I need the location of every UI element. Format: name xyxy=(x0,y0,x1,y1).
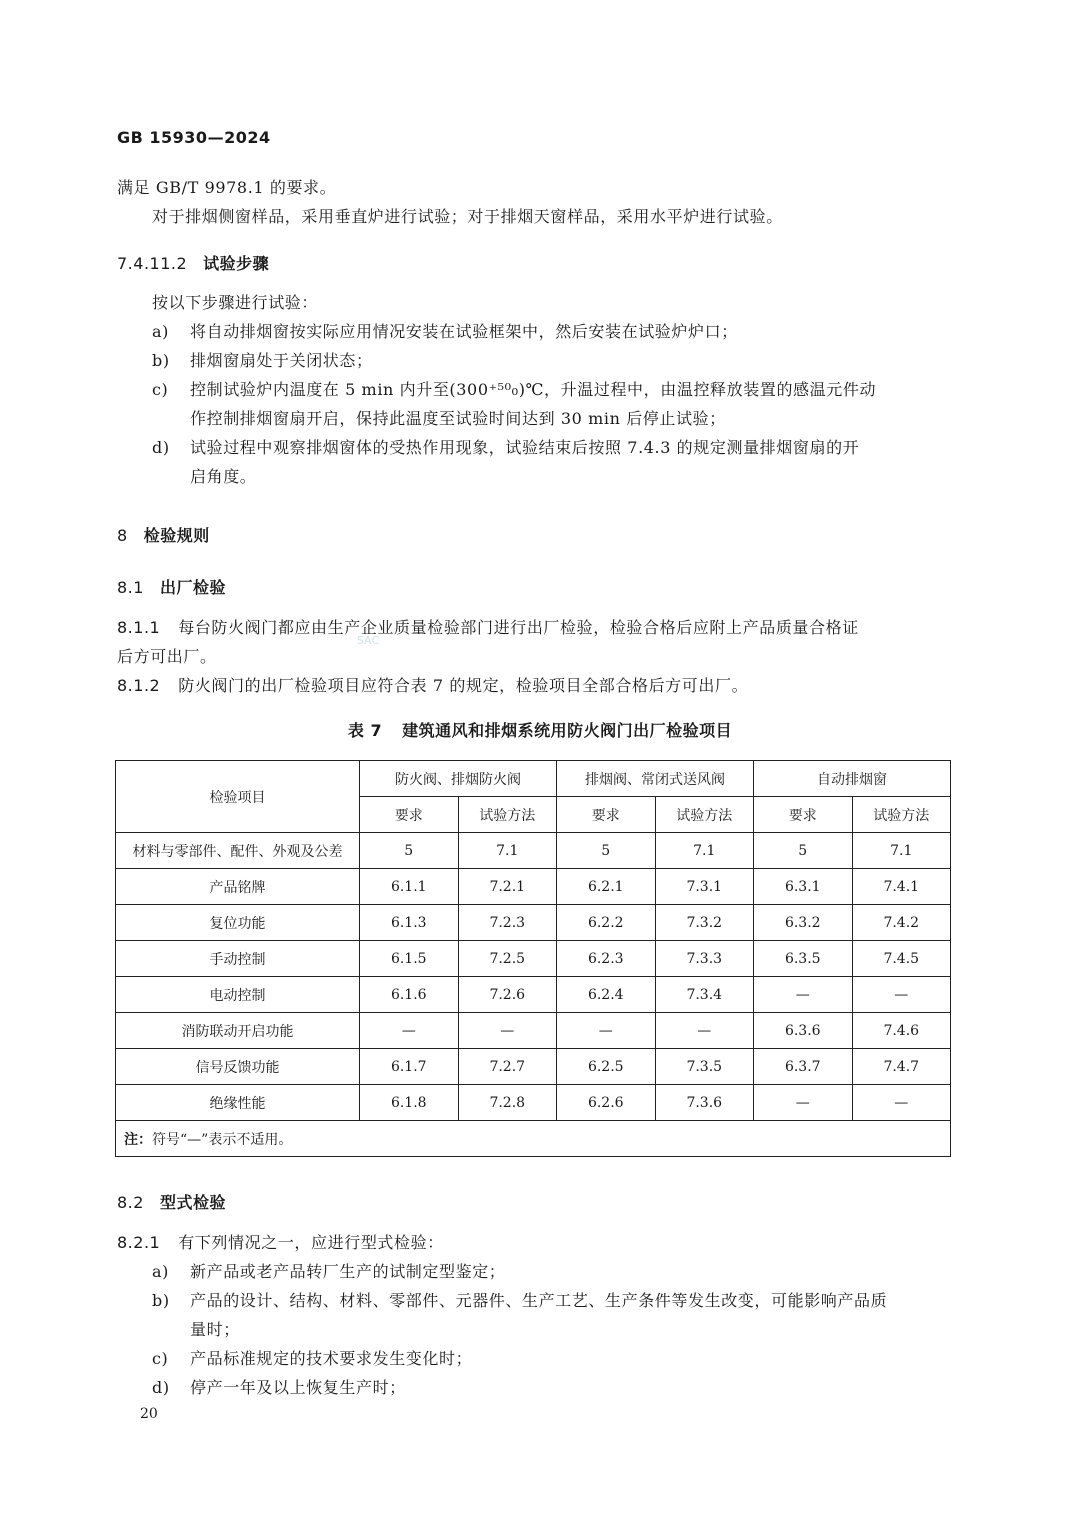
group-header: 自动排烟窗 xyxy=(754,761,951,797)
table-cell: 7.4.6 xyxy=(852,1013,951,1049)
clause-text: 防火阀门的出厂检验项目应符合表 7 的规定，检验项目全部合格后方可出厂。 xyxy=(178,676,749,695)
table-cell: 7.1 xyxy=(458,833,557,869)
row-item-name: 材料与零部件、配件、外观及公差 xyxy=(116,833,360,869)
section-number: 7.4.11.2 xyxy=(117,254,188,273)
table-title: 建筑通风和排烟系统用防火阀门出厂检验项目 xyxy=(402,721,733,740)
table-cell: 6.3.5 xyxy=(754,941,853,977)
list-marker: a) xyxy=(152,1262,169,1281)
clause-text: 有下列情况之一，应进行型式检验： xyxy=(178,1233,444,1252)
table-cell: 7.3.6 xyxy=(655,1085,754,1121)
table-cell: 7.2.7 xyxy=(458,1049,557,1085)
paragraph: 对于排烟侧窗样品，采用垂直炉进行试验；对于排烟天窗样品，采用水平炉进行试验。 xyxy=(152,207,783,226)
case-item-b xyxy=(152,1291,887,1311)
section-title: 检验规则 xyxy=(143,526,210,545)
paragraph: 满足 GB/T 9978.1 的要求。 xyxy=(117,178,337,197)
case-item-c xyxy=(152,1349,472,1369)
section-heading-8-2 xyxy=(117,1190,226,1213)
table-row xyxy=(116,869,951,905)
table-cell: 6.3.1 xyxy=(754,869,853,905)
table-cell: — xyxy=(754,977,853,1013)
table-cell: 6.2.4 xyxy=(557,977,656,1013)
section-heading-8-1 xyxy=(117,575,226,598)
table-row xyxy=(116,977,951,1013)
section-number: 8.2 xyxy=(117,1193,144,1212)
case-item-a xyxy=(152,1262,505,1282)
list-text-continued: 启角度。 xyxy=(190,467,257,486)
subheader: 试验方法 xyxy=(852,797,951,833)
section-heading-7-4-11-2 xyxy=(117,251,269,274)
inspection-items-table xyxy=(115,760,951,1157)
table-cell: 7.3.3 xyxy=(655,941,754,977)
table-cell: 5 xyxy=(557,833,656,869)
table-header-row xyxy=(116,761,951,797)
table-cell: 7.3.2 xyxy=(655,905,754,941)
subheader: 要求 xyxy=(557,797,656,833)
table-cell: 6.1.6 xyxy=(360,977,459,1013)
table-cell: 6.3.6 xyxy=(754,1013,853,1049)
subheader: 试验方法 xyxy=(458,797,557,833)
paragraph-8-2-1 xyxy=(117,1233,444,1253)
table-row xyxy=(116,941,951,977)
note-label: 注： xyxy=(124,1131,152,1148)
row-item-name: 手动控制 xyxy=(116,941,360,977)
list-marker: c) xyxy=(152,1349,169,1368)
table-cell: 7.2.3 xyxy=(458,905,557,941)
note-text: 符号“—”表示不适用。 xyxy=(152,1131,293,1148)
list-text: 产品标准规定的技术要求发生变化时； xyxy=(190,1349,473,1368)
table-cell: 6.1.7 xyxy=(360,1049,459,1085)
table-cell: 5 xyxy=(360,833,459,869)
step-item-d xyxy=(152,438,859,458)
table-cell: 7.4.5 xyxy=(852,941,951,977)
table-cell: 7.3.4 xyxy=(655,977,754,1013)
row-item-name: 绝缘性能 xyxy=(116,1085,360,1121)
table-cell: 6.1.1 xyxy=(360,869,459,905)
row-item-name: 电动控制 xyxy=(116,977,360,1013)
section-number: 8.1 xyxy=(117,578,144,597)
table-cell: 7.2.6 xyxy=(458,977,557,1013)
paragraph-8-1-2 xyxy=(117,676,748,696)
steps-intro: 按以下步骤进行试验： xyxy=(152,293,319,312)
clause-number: 8.1.1 xyxy=(117,618,161,637)
list-text-continued: 作控制排烟窗扇开启，保持此温度至试验时间达到 30 min 后停止试验； xyxy=(190,409,726,428)
table-caption xyxy=(0,718,1080,741)
table-cell: 7.1 xyxy=(852,833,951,869)
list-text: 排烟窗扇处于关闭状态； xyxy=(190,351,373,370)
subheader: 要求 xyxy=(360,797,459,833)
list-text: 试验过程中观察排烟窗体的受热作用现象，试验结束后按照 7.4.3 的规定测量排烟窗扇的开 xyxy=(190,438,860,457)
subheader: 试验方法 xyxy=(655,797,754,833)
list-text: 新产品或老产品转厂生产的试制定型鉴定； xyxy=(190,1262,506,1281)
table-cell: — xyxy=(360,1013,459,1049)
table-cell: 6.1.3 xyxy=(360,905,459,941)
table-cell: — xyxy=(852,1085,951,1121)
table-row xyxy=(116,1013,951,1049)
list-text-continued: 量时； xyxy=(190,1320,240,1339)
table-cell: — xyxy=(458,1013,557,1049)
table-cell: 7.4.7 xyxy=(852,1049,951,1085)
group-header: 排烟阀、常闭式送风阀 xyxy=(557,761,754,797)
table-cell: 7.2.8 xyxy=(458,1085,557,1121)
table-cell: 6.1.8 xyxy=(360,1085,459,1121)
table-cell: 6.1.5 xyxy=(360,941,459,977)
step-item-c xyxy=(152,380,876,400)
table-row xyxy=(116,905,951,941)
section-number: 8 xyxy=(117,526,128,545)
row-item-name: 信号反馈功能 xyxy=(116,1049,360,1085)
list-text: 停产一年及以上恢复生产时； xyxy=(190,1378,406,1397)
row-item-name: 消防联动开启功能 xyxy=(116,1013,360,1049)
table-cell: — xyxy=(852,977,951,1013)
step-item-b xyxy=(152,351,373,371)
table-cell: — xyxy=(655,1013,754,1049)
table-note-row xyxy=(116,1121,951,1157)
table-row xyxy=(116,833,951,869)
list-marker: c) xyxy=(152,380,169,399)
table-cell: 6.2.2 xyxy=(557,905,656,941)
table-cell: 6.3.7 xyxy=(754,1049,853,1085)
row-item-name: 复位功能 xyxy=(116,905,360,941)
table-cell: 5 xyxy=(754,833,853,869)
table-cell: 7.4.1 xyxy=(852,869,951,905)
list-text: 将自动排烟窗按实际应用情况安装在试验框架中，然后安装在试验炉炉口； xyxy=(190,322,738,341)
case-item-d xyxy=(152,1378,406,1398)
table-cell: — xyxy=(754,1085,853,1121)
clause-text-continued: 后方可出厂。 xyxy=(117,647,217,666)
subheader: 要求 xyxy=(754,797,853,833)
standard-number: GB 15930—2024 xyxy=(117,128,271,147)
list-marker: b) xyxy=(152,351,170,370)
table-cell: 7.1 xyxy=(655,833,754,869)
column-header-item: 检验项目 xyxy=(116,761,360,833)
list-marker: a) xyxy=(152,322,169,341)
table-cell: 7.3.1 xyxy=(655,869,754,905)
table-cell: 6.2.6 xyxy=(557,1085,656,1121)
clause-number: 8.1.2 xyxy=(117,676,161,695)
table-cell: 7.2.5 xyxy=(458,941,557,977)
clause-text: 每台防火阀门都应由生产企业质量检验部门进行出厂检验，检验合格后应附上产品质量合格证 xyxy=(178,618,859,637)
table-cell: 6.2.5 xyxy=(557,1049,656,1085)
section-heading-8 xyxy=(117,523,210,546)
section-title: 型式检验 xyxy=(159,1193,226,1212)
clause-number: 8.2.1 xyxy=(117,1233,161,1252)
paragraph-8-1-1 xyxy=(117,618,859,638)
step-item-a xyxy=(152,322,738,342)
table-row xyxy=(116,1049,951,1085)
row-item-name: 产品铭牌 xyxy=(116,869,360,905)
watermark-logo: SAC xyxy=(357,634,380,647)
section-title: 出厂检验 xyxy=(159,578,226,597)
table-cell: 6.3.2 xyxy=(754,905,853,941)
table-cell: 7.4.2 xyxy=(852,905,951,941)
table-cell: 7.3.5 xyxy=(655,1049,754,1085)
list-text: 产品的设计、结构、材料、零部件、元器件、生产工艺、生产条件等发生改变，可能影响产品质 xyxy=(190,1291,888,1310)
group-header: 防火阀、排烟防火阀 xyxy=(360,761,557,797)
table-cell: — xyxy=(557,1013,656,1049)
list-text: 控制试验炉内温度在 5 min 内升至(300⁺⁵⁰₀)℃，升温过程中，由温控释放装置的感温元件动 xyxy=(190,380,877,399)
table-cell: 6.2.3 xyxy=(557,941,656,977)
list-marker: b) xyxy=(152,1291,170,1310)
table-row xyxy=(116,1085,951,1121)
table-cell: 7.2.1 xyxy=(458,869,557,905)
section-title: 试验步骤 xyxy=(203,254,270,273)
list-marker: d) xyxy=(152,1378,170,1397)
page-number: 20 xyxy=(140,1406,158,1422)
list-marker: d) xyxy=(152,438,170,457)
table-note xyxy=(116,1121,951,1157)
table-cell: 6.2.1 xyxy=(557,869,656,905)
table-number: 表 7 xyxy=(347,721,383,740)
